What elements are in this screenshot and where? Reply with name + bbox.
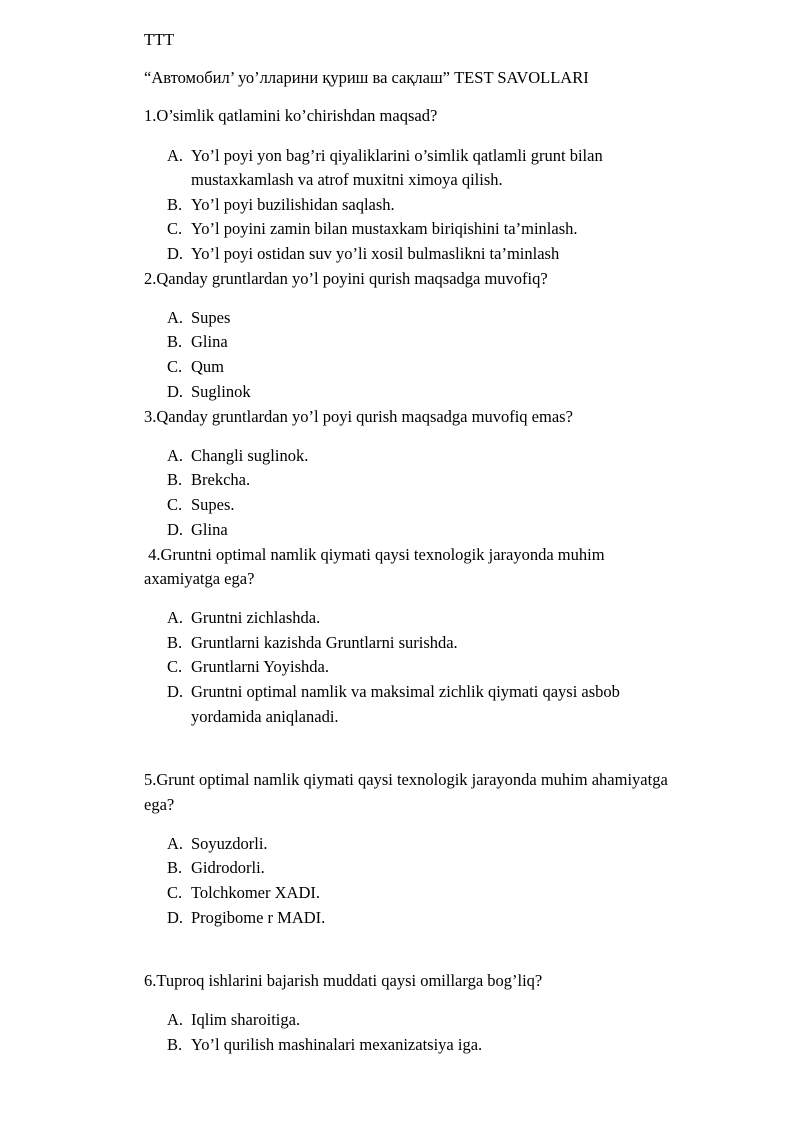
question-6-option-a <box>167 1010 300 1030</box>
option-text: Changli suglinok. <box>191 446 309 465</box>
question-4-option-d-continuation: yordamida aniqlanadi. <box>191 707 339 726</box>
question-4-option-d <box>167 682 620 702</box>
option-text: Gruntni optimal namlik va maksimal zichlik qiymati qaysi asbob <box>191 682 620 701</box>
option-letter: B. <box>167 1035 183 1054</box>
option-letter: A. <box>167 308 184 327</box>
question-6-option-b <box>167 1035 482 1055</box>
question-3-option-b <box>167 470 250 490</box>
option-text: Supes. <box>191 495 235 514</box>
option-text: Soyuzdorli. <box>191 834 268 853</box>
doc-header: TTT <box>144 30 175 49</box>
option-text: Tolchkomer XADI. <box>191 883 320 902</box>
question-1-text: 1.O’simlik qatlamini ko’chirishdan maqsad? <box>144 106 438 125</box>
option-letter: D. <box>167 244 184 263</box>
question-2-option-c <box>167 357 224 377</box>
question-1-option-a-continuation: mustaxkamlash va atrof muxitni ximoya qilish. <box>191 170 503 189</box>
question-4-option-b <box>167 633 458 653</box>
question-3-text: 3.Qanday gruntlardan yo’l poyi qurish maqsadga muvofiq emas? <box>144 407 573 426</box>
option-letter: B. <box>167 195 183 214</box>
option-letter: B. <box>167 470 183 489</box>
question-4-option-a <box>167 608 320 628</box>
question-5-option-d <box>167 908 325 928</box>
option-text: Gidrodorli. <box>191 858 265 877</box>
option-text: Gruntlarni Yoyishda. <box>191 657 329 676</box>
question-4-text: 4.Gruntni optimal namlik qiymati qaysi texnologik jarayonda muhim <box>144 545 605 564</box>
option-letter: B. <box>167 332 183 351</box>
option-text: Yo’l qurilish mashinalari mexanizatsiya iga. <box>191 1035 483 1054</box>
question-3-option-a <box>167 446 308 466</box>
option-letter: A. <box>167 446 184 465</box>
question-1-option-a <box>167 146 603 166</box>
option-letter: D. <box>167 382 184 401</box>
option-text: Qum <box>191 357 224 376</box>
option-letter: C. <box>167 495 183 514</box>
option-letter: C. <box>167 357 183 376</box>
question-1-option-b <box>167 195 395 215</box>
option-letter: B. <box>167 858 183 877</box>
option-text: Brekcha. <box>191 470 251 489</box>
question-2-option-a <box>167 308 230 328</box>
question-5-text: 5.Grunt optimal namlik qiymati qaysi texnologik jarayonda muhim ahamiyatga <box>144 770 668 789</box>
option-text: Yo’l poyi buzilishidan saqlash. <box>191 195 395 214</box>
question-1-option-d <box>167 244 559 264</box>
question-5-text-continuation: ega? <box>144 795 175 814</box>
question-5-option-c <box>167 883 320 903</box>
option-text: Yo’l poyini zamin bilan mustaxkam biriqishini ta’minlash. <box>191 219 578 238</box>
question-6-text: 6.Tuproq ishlarini bajarish muddati qaysi omillarga bog’liq? <box>144 971 543 990</box>
doc-title: “Автомобил’ уо’лларини қуриш ва сақлаш” TEST SAVOLLARI <box>144 68 589 87</box>
option-letter: D. <box>167 682 184 701</box>
question-1-option-c <box>167 219 578 239</box>
option-letter: D. <box>167 908 184 927</box>
question-5-option-b <box>167 858 265 878</box>
question-3-option-d <box>167 520 228 540</box>
option-text: Iqlim sharoitiga. <box>191 1010 301 1029</box>
option-letter: B. <box>167 633 183 652</box>
option-letter: C. <box>167 883 183 902</box>
option-letter: A. <box>167 146 184 165</box>
question-5-option-a <box>167 834 268 854</box>
option-text: Yo’l poyi yon bag’ri qiyaliklarini o’simlik qatlamli grunt bilan <box>191 146 603 165</box>
option-letter: C. <box>167 657 183 676</box>
option-letter: C. <box>167 219 183 238</box>
option-text: Gruntni zichlashda. <box>191 608 321 627</box>
question-3-option-c <box>167 495 235 515</box>
option-letter: A. <box>167 1010 184 1029</box>
option-text: Suglinok <box>191 382 251 401</box>
option-text: Supes <box>191 308 231 327</box>
question-2-option-d <box>167 382 251 402</box>
question-4-text-continuation: axamiyatga ega? <box>144 569 255 588</box>
option-text: Glina <box>191 520 228 539</box>
option-text: Yo’l poyi ostidan suv yo’li xosil bulmaslikni ta’minlash <box>191 244 560 263</box>
question-2-text: 2.Qanday gruntlardan yo’l poyini qurish maqsadga muvofiq? <box>144 269 548 288</box>
option-letter: D. <box>167 520 184 539</box>
question-2-option-b <box>167 332 228 352</box>
option-text: Gruntlarni kazishda Gruntlarni surishda. <box>191 633 458 652</box>
question-4-option-c <box>167 657 329 677</box>
option-text: Progibome r MADI. <box>191 908 326 927</box>
option-letter: A. <box>167 834 184 853</box>
option-text: Glina <box>191 332 228 351</box>
option-letter: A. <box>167 608 184 627</box>
